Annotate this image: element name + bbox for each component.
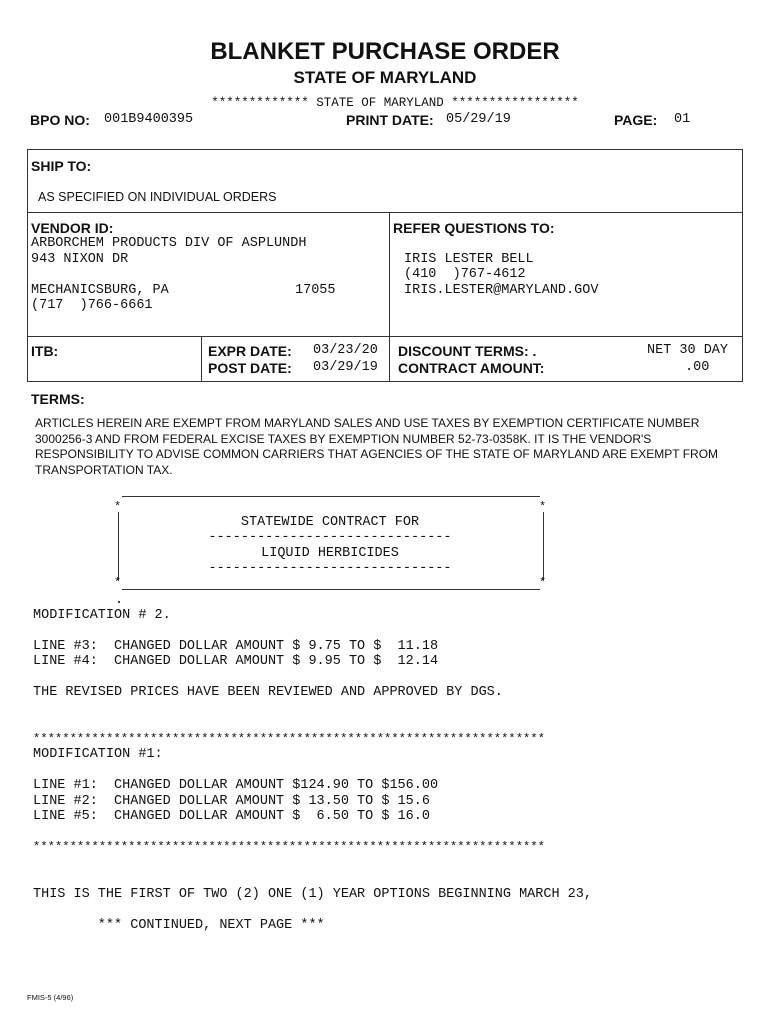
bpo-no-value: 001B9400395 <box>104 112 194 127</box>
body-line: *** CONTINUED, NEXT PAGE *** <box>33 918 325 933</box>
body-line: ********************************************************************** <box>33 732 545 746</box>
body-line: MODIFICATION # 2. <box>33 608 171 623</box>
discount-terms-value: NET 30 DAY <box>647 343 729 358</box>
page-value: 01 <box>674 112 691 127</box>
contract-box-product: LIQUID HERBICIDES <box>261 546 399 561</box>
contract-box-dashes-1: ------------------------------ <box>208 530 452 545</box>
expr-date-label: EXPR DATE: <box>208 343 292 359</box>
contract-box-corner-bl: * <box>114 576 122 590</box>
contract-box-title: STATEWIDE CONTRACT FOR <box>240 515 420 530</box>
vendor-zip: 17055 <box>295 283 336 298</box>
terms-text: ARTICLES HEREIN ARE EXEMPT FROM MARYLAND SALES AND USE TAXES BY EXEMPTION CERTIFICATE NUMBER 3000256-3 AND FROM FEDERAL EXCISE TAXES BY EXEMPTION NUMBER 52-73-0358K. IT IS THE VENDOR'S RESPONSIBILITY TO ADVISE COMMON CARRIERS THAT AGENCIES OF THE STATE OF MARYLAND ARE EXEMPT FROM TRANSPORTATION TAX. <box>35 416 719 477</box>
contract-amount-label: CONTRACT AMOUNT: <box>398 360 545 376</box>
contract-box-dashes-2: ------------------------------ <box>208 561 452 576</box>
contract-box-bottom-rule <box>122 589 540 590</box>
print-date-label: PRINT DATE: <box>346 112 434 128</box>
body-line: LINE #4: CHANGED DOLLAR AMOUNT $ 9.95 TO $ 12.14 <box>33 654 439 669</box>
vendor-id-label: VENDOR ID: <box>31 220 114 236</box>
terms-label: TERMS: <box>31 391 85 407</box>
body-line: LINE #3: CHANGED DOLLAR AMOUNT $ 9.75 TO $ 11.18 <box>33 639 439 654</box>
ship-to-value: AS SPECIFIED ON INDIVIDUAL ORDERS <box>38 190 277 204</box>
body-line: THIS IS THE FIRST OF TWO (2) ONE (1) YEAR OPTIONS BEGINNING MARCH 23, <box>33 887 592 902</box>
refer-questions-label: REFER QUESTIONS TO: <box>393 220 555 236</box>
body-line: LINE #5: CHANGED DOLLAR AMOUNT $ 6.50 TO $ 16.0 <box>33 809 430 824</box>
ship-to-label: SHIP TO: <box>31 158 92 174</box>
post-date-value: 03/29/19 <box>313 360 378 375</box>
expr-date-value: 03/23/20 <box>313 343 378 358</box>
contact-phone: (410 )767-4612 <box>404 267 526 282</box>
contract-box-corner-tr: * <box>539 500 547 514</box>
vendor-name: ARBORCHEM PRODUCTS DIV OF ASPLUNDH <box>31 236 307 251</box>
discount-terms-label: DISCOUNT TERMS: . <box>398 343 537 359</box>
body-line: MODIFICATION #1: <box>33 747 163 762</box>
document-title: BLANKET PURCHASE ORDER <box>210 38 560 65</box>
form-number: FMIS-5 (4/96) <box>27 993 74 1002</box>
state-banner-line: ************* STATE OF MARYLAND ***************** <box>211 96 579 110</box>
vendor-street: 943 NIXON DR <box>31 252 129 267</box>
body-line: . <box>115 593 124 608</box>
body-line: THE REVISED PRICES HAVE BEEN REVIEWED AND APPROVED BY DGS. <box>33 685 503 700</box>
contact-email: IRIS.LESTER@MARYLAND.GOV <box>404 283 599 298</box>
page-label: PAGE: <box>614 112 658 128</box>
contract-box-corner-br: * <box>539 576 547 590</box>
post-date-label: POST DATE: <box>208 360 292 376</box>
vendor-city-state: MECHANICSBURG, PA <box>31 283 169 298</box>
body-line: ********************************************************************** <box>33 840 545 854</box>
contract-box-corner-tl: * <box>114 500 122 514</box>
document-subtitle: STATE OF MARYLAND <box>293 68 477 87</box>
contact-name: IRIS LESTER BELL <box>404 252 534 267</box>
body-line: LINE #1: CHANGED DOLLAR AMOUNT $124.90 TO $156.00 <box>33 778 439 793</box>
bpo-no-label: BPO NO: <box>30 112 90 128</box>
contract-amount-value: .00 <box>685 360 710 375</box>
print-date-value: 05/29/19 <box>446 112 511 127</box>
vendor-phone: (717 )766-6661 <box>31 298 153 313</box>
contract-box-top-rule <box>122 496 540 497</box>
body-line: LINE #2: CHANGED DOLLAR AMOUNT $ 13.50 TO $ 15.6 <box>33 794 430 809</box>
itb-label: ITB: <box>31 343 59 359</box>
